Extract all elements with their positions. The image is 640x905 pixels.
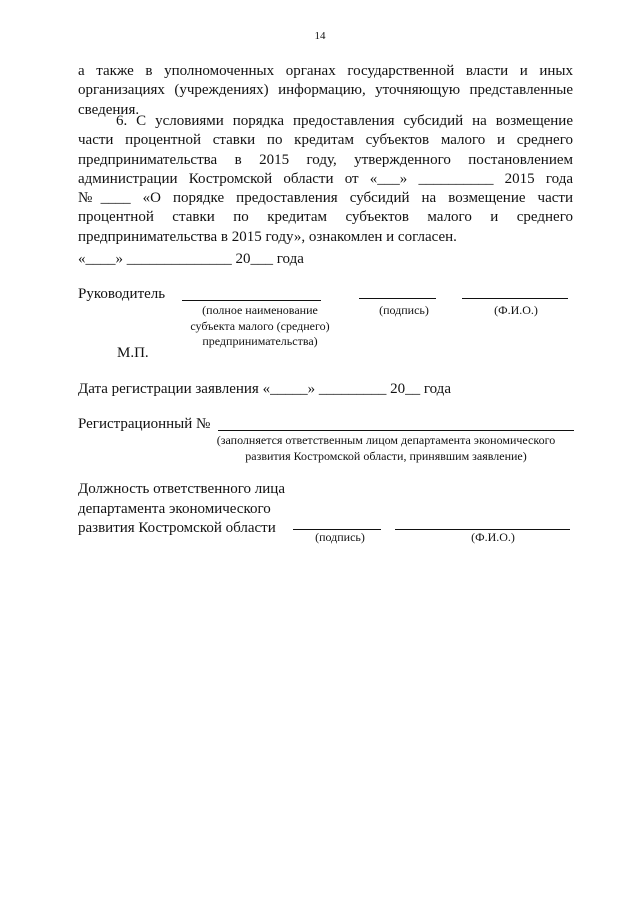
fio-caption: (Ф.И.О.): [494, 303, 538, 317]
full-name-field-line: [182, 300, 321, 301]
official-label: [78, 480, 285, 539]
text-line: части процентной ставки по кредитам субъектов малого и среднего: [78, 132, 573, 149]
text-line: №____ «О порядке предоставления субсидий на возмещение части: [78, 190, 573, 207]
caption-line: субъекта малого (среднего): [190, 318, 330, 333]
text-line: организациях (учреждениях) информацию, уточняющую представленные: [78, 82, 573, 99]
paragraph-6: [78, 112, 573, 247]
text-line: 6. С условиями порядка предоставления субсидий на возмещение: [116, 113, 573, 129]
registration-number-line: [218, 430, 574, 431]
caption-line: предпринимательства): [202, 334, 318, 348]
text-line: сведения.: [78, 101, 140, 118]
official-fio-caption: (Ф.И.О.): [471, 530, 515, 544]
signature-field-line: [359, 298, 436, 299]
page-number: 14: [314, 30, 326, 42]
signature-caption: (подпись): [379, 303, 429, 317]
registration-number-label: Регистрационный №: [78, 416, 211, 432]
text-line: предпринимательства в 2015 году», ознакомлен и согласен.: [78, 228, 457, 245]
text-line: а также в уполномоченных органах государственной власти и иных: [78, 63, 573, 79]
text-line: департамента экономического: [78, 500, 271, 517]
head-label: Руководитель: [78, 286, 166, 302]
text-line: администрации Костромской области от «___» __________ 2015 года: [78, 170, 573, 187]
text-line: развития Костромской области: [78, 520, 276, 536]
registration-date: Дата регистрации заявления «_____» _________ 20__ года: [78, 381, 451, 397]
text-line: Должность ответственного лица: [78, 481, 285, 497]
registration-caption: [196, 433, 576, 464]
text-line: предпринимательства в 2015 году, утвержденного постановлением: [78, 151, 573, 168]
text-line: процентной ставки по кредитам субъектов малого и среднего: [78, 209, 573, 226]
full-name-caption: [180, 303, 340, 350]
official-signature-caption: (подпись): [315, 530, 365, 544]
caption-line: развития Костромской области, принявшим заявление): [245, 448, 527, 463]
fio-field-line: [462, 298, 568, 299]
date-line: «____» ______________ 20___ года: [78, 251, 304, 267]
caption-line: (полное наименование: [202, 303, 318, 317]
caption-line: (заполняется ответственным лицом департамента экономического: [216, 433, 556, 447]
seal-mark: М.П.: [117, 345, 149, 361]
